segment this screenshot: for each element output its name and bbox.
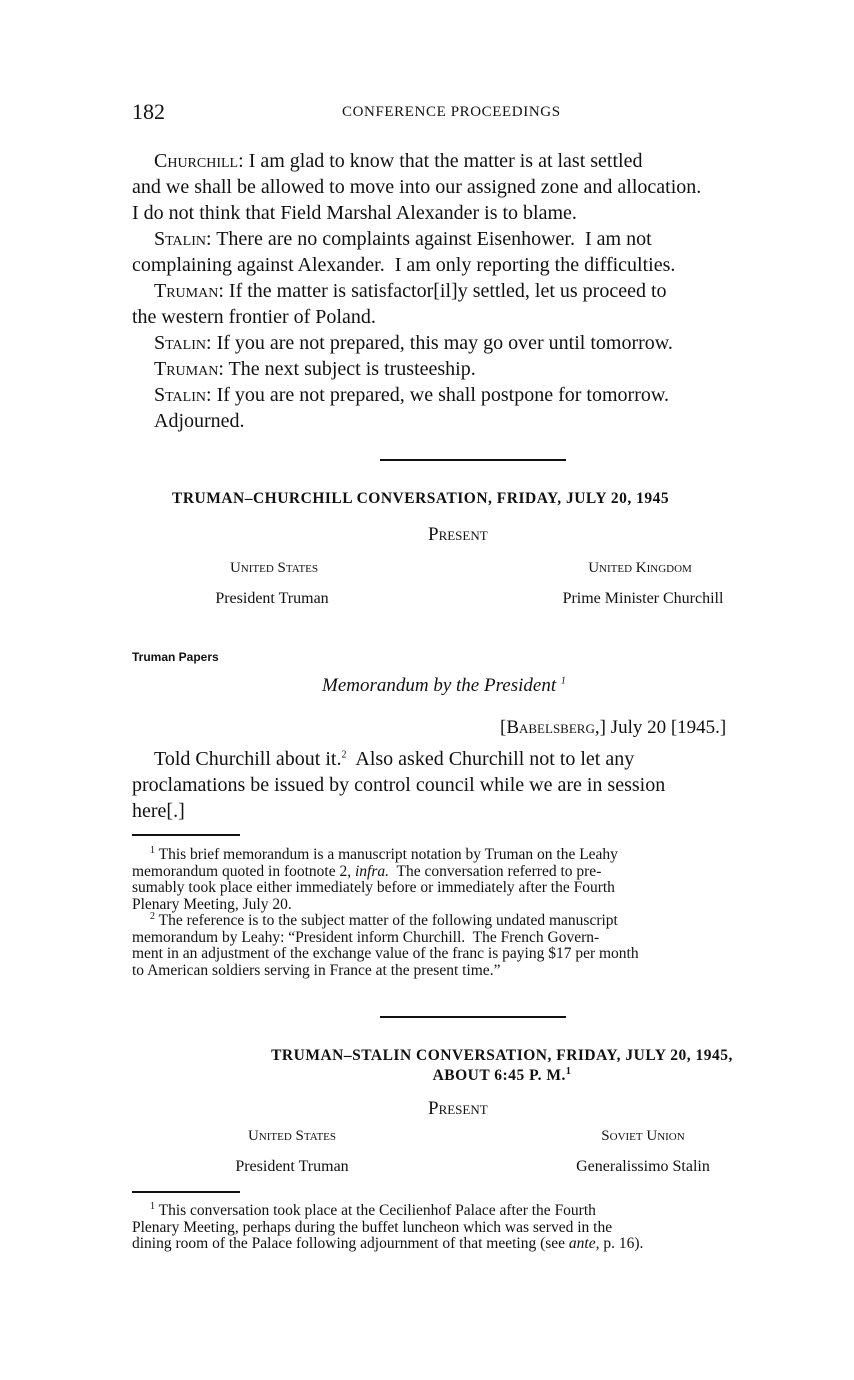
running-title: CONFERENCE PROCEEDINGS bbox=[342, 104, 561, 120]
right-person: Generalissimo Stalin bbox=[576, 1158, 710, 1175]
speaker-name: Stalin bbox=[154, 332, 206, 354]
section-title: TRUMAN–CHURCHILL CONVERSATION, FRIDAY, JULY 20, 1945 bbox=[172, 490, 670, 507]
speaker-name: Churchill bbox=[154, 150, 239, 172]
footnote-line: memorandum by Leahy: “President inform Churchill. The French Govern- bbox=[132, 928, 600, 946]
left-country: United States bbox=[247, 1128, 337, 1144]
dialogue-line: Stalin: There are no complaints against Eisenhower. I am not bbox=[154, 228, 652, 250]
dialogue-line: Stalin: If you are not prepared, we shall postpone for tomorrow. bbox=[154, 384, 670, 406]
dialogue-line: Stalin: If you are not prepared, this may go over until tomorrow. bbox=[154, 332, 673, 354]
source-label: Truman Papers bbox=[132, 650, 219, 664]
footnote-line: sumably took place either immediately before or immediately after the Fourth bbox=[132, 879, 615, 896]
dialogue-line: I do not think that Field Marshal Alexander is to blame. bbox=[132, 202, 577, 224]
left-person: President Truman bbox=[215, 590, 329, 607]
left-country: United States bbox=[229, 560, 319, 576]
footnote-line: dining room of the Palace following adjournment of that meeting (see ante, p. 16). bbox=[132, 1235, 644, 1252]
page-number: 182 bbox=[132, 99, 165, 124]
memo-line: Told Churchill about it.$^2$ Also asked Churchill not to let any bbox=[154, 748, 635, 770]
footnotes-section2 bbox=[132, 1200, 810, 1253]
section-divider bbox=[380, 459, 566, 461]
footnotes-section1 bbox=[132, 844, 810, 979]
present-label: Present bbox=[428, 1098, 488, 1119]
adjourned: Adjourned. bbox=[154, 410, 245, 432]
memo-line: here[.] bbox=[132, 800, 185, 822]
dialogue-line: Churchill: I am glad to know that the matter is at last settled bbox=[154, 150, 643, 172]
memo-line: proclamations be issued by control council while we are in session bbox=[132, 774, 666, 796]
speaker-name: Stalin bbox=[154, 228, 206, 250]
footnote-marker: 2 bbox=[150, 910, 155, 922]
dialogue-line: and we shall be allowed to move into our assigned zone and allocation. bbox=[132, 176, 702, 198]
footnote-marker: 1 bbox=[150, 1200, 155, 1212]
speaker-name: Truman bbox=[154, 358, 219, 380]
footnote-line: to American soldiers serving in France at the present time.” bbox=[132, 961, 501, 979]
footnote-marker: 1 bbox=[565, 1065, 572, 1077]
footnote-line: Plenary Meeting, July 20. bbox=[132, 895, 292, 913]
footnote-line: ment in an adjustment of the exchange value of the franc is paying $17 per month bbox=[132, 945, 639, 962]
footnote-line: memorandum quoted in footnote 2, infra. The conversation referred to pre- bbox=[132, 862, 602, 880]
footnote-line: Plenary Meeting, perhaps during the buffet luncheon which was served in the bbox=[132, 1218, 613, 1236]
footnote-line: $^1$ This conversation took place at the Cecilienhof Palace after the Fourth bbox=[150, 1200, 596, 1219]
present-label: Present bbox=[428, 524, 488, 545]
footnote-marker: 1 bbox=[150, 844, 155, 856]
dateline: [Babelsberg,] July 20 [1945.] bbox=[500, 717, 727, 738]
right-person: Prime Minister Churchill bbox=[562, 590, 724, 607]
speaker-name: Stalin bbox=[154, 384, 206, 406]
footnote-marker: 1 bbox=[560, 675, 566, 687]
dialogue-line: complaining against Alexander. I am only reporting the difficulties. bbox=[132, 254, 676, 276]
section-title: TRUMAN–STALIN CONVERSATION, FRIDAY, JULY 20, 1945, ABOUT 6:45 P. M.$^1$ bbox=[271, 1047, 733, 1084]
right-country: Soviet Union bbox=[601, 1128, 685, 1144]
footnote-line: $^1$ This brief memorandum is a manuscript notation by Truman on the Leahy bbox=[150, 844, 618, 863]
section-divider bbox=[380, 1016, 566, 1018]
dialogue-line: Truman: If the matter is satisfactor[il]y settled, let us proceed to bbox=[154, 280, 667, 302]
dialogue-line: the western frontier of Poland. bbox=[132, 306, 376, 328]
footnote-marker: 2 bbox=[341, 749, 347, 761]
speaker-name: Truman bbox=[154, 280, 219, 302]
footnote-rule bbox=[132, 1191, 240, 1193]
memo-title: Memorandum by the President $^1$ bbox=[322, 675, 566, 696]
footnote-line: $^2$ The reference is to the subject matter of the following undated manuscript bbox=[150, 910, 618, 929]
dialogue-block bbox=[132, 148, 810, 434]
right-country: United Kingdom bbox=[588, 560, 692, 576]
dialogue-line: Truman: The next subject is trusteeship. bbox=[154, 358, 476, 380]
footnote-rule bbox=[132, 834, 240, 836]
left-person: President Truman bbox=[235, 1158, 349, 1175]
memo-body bbox=[132, 746, 810, 824]
